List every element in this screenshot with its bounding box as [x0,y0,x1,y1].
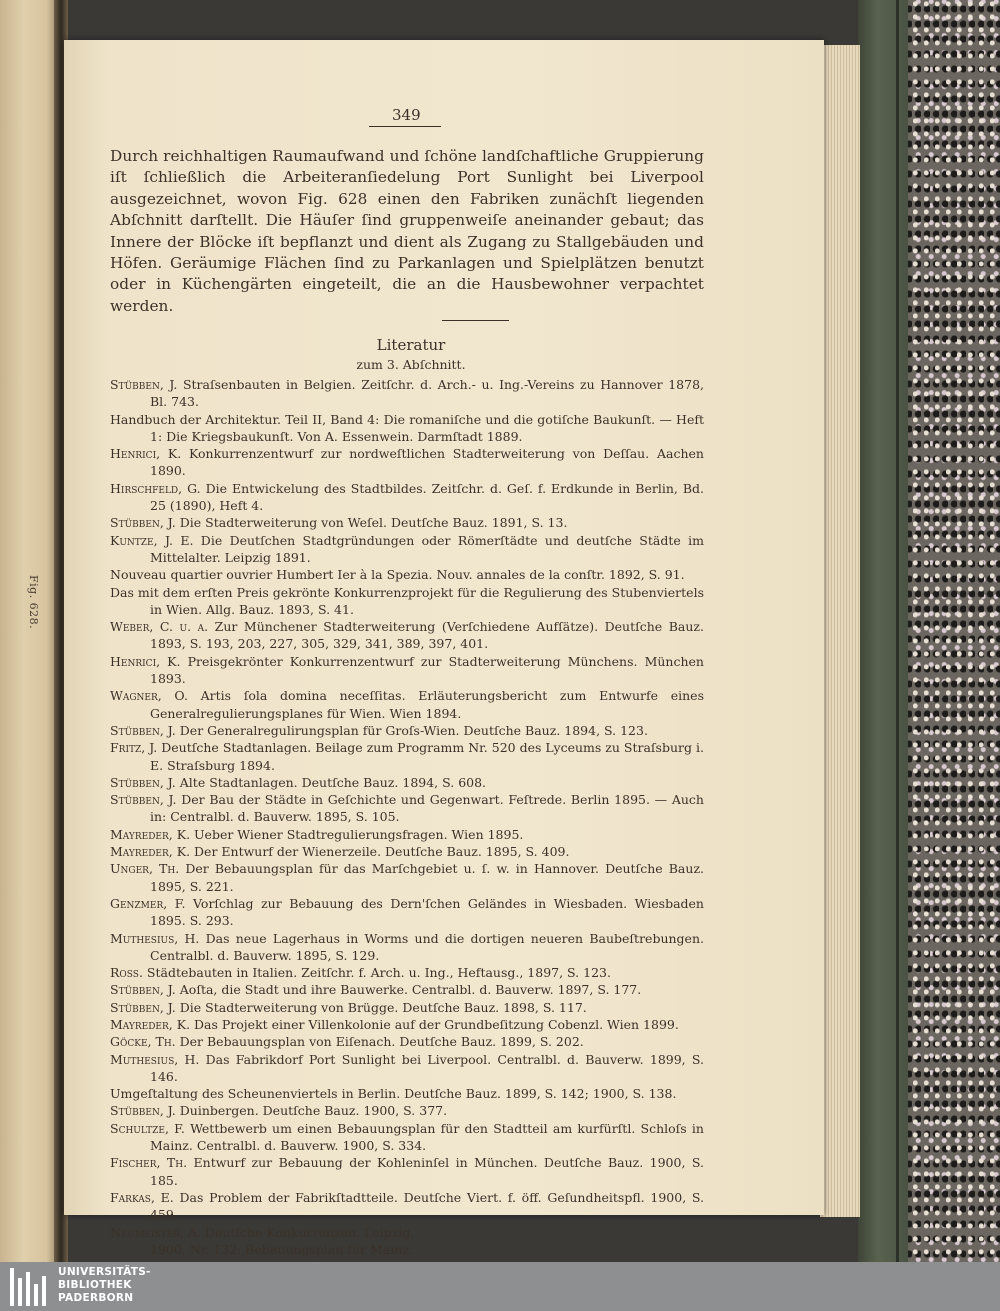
bibliography-entry [110,1085,704,1102]
entry-author: Genzmer, F. [110,895,186,911]
entry-author: Farkas, E. [110,1189,174,1205]
intro-paragraph: Durch reichhaltigen Raumaufwand und ſchöne landſchaftliche Gruppierung iſt ſchließlich die Arbeiteranſiedelung Port Sunlight bei Liverpool ausgezeichnet, wovon Fig. 628 einen den Fabriken zunächſt liegenden Abſchnitt darſtellt. Die Häuſer ſind gruppenweiſe aneinander gebaut; das Innere der Blöcke iſt bepflanzt und dient als Zugang zu Stallgebäuden und Höfen. Geräumige Flächen ſind zu Parkanlagen und Spielplätzen benutzt oder in Küchengärten eingeteilt, die an die Hausbewohner verpachtet werden. [110,147,704,315]
library-footer [0,1262,1000,1311]
bibliography-entry [110,1224,704,1241]
library-name [58,1266,151,1305]
bibliography-entry [110,687,704,722]
section-rule [442,320,509,321]
entry-text: Der Bau der Städte in Geſchichte und Gegenwart. Feſtrede. Berlin 1895. — Auch in: Centralbl. d. Bauverw. 1895, S. 105. [150,792,704,825]
entry-author: Weber, C. u. a. [110,619,209,635]
literatur-heading: Literatur [376,336,446,354]
entry-text: Konkurrenzentwurf zur nordweſtlichen Stadterweiterung von Deſſau. Aachen 1890. [150,446,704,479]
entry-text: Der Entwurf der Wienerzeile. Deutſche Bauz. 1895, S. 409. [190,844,570,860]
entry-author: Kuntze, J. E. [110,532,194,548]
bibliography-entry [110,1120,704,1155]
bibliography-entry [110,1189,704,1224]
entry-author: Muthesius, H. [110,930,200,946]
entry-text: Das Fabrikdorf Port Sunlight bei Liverpool. Centralbl. d. Bauverw. 1899, S. 146. [150,1051,704,1084]
library-name-line3: PADERBORN [58,1292,134,1304]
entry-text: Wettbewerb um einen Bebauungsplan für den Stadtteil am kurfürſtl. Schloſs in Mainz. Centralbl. d. Bauverw. 1900, S. 334. [150,1120,704,1154]
entry-text: Der Bebauungsplan für das Marſchgebiet u. ſ. w. in Hannover. Deutſche Bauz. 1895, S. 221. [150,861,704,894]
entry-author: Fischer, Th. [110,1155,188,1171]
entry-text: Vorſchlag zur Bebauung des Dern'ſchen Geländes in Wiesbaden. Wiesbaden 1895. S. 293. [150,895,704,929]
entry-text: Ueber Wiener Stadtregulierungsfragen. Wien 1895. [190,826,524,842]
entry-author: Mayreder, K. [110,826,191,842]
bibliography-entry [110,895,704,930]
entry-text: Deutſche Konkurrenzen. Leipzig. [200,1224,415,1240]
side-note-fig: Fig. 628. [27,575,40,630]
entry-author: Stübben, J. [110,377,178,392]
entry-text: Das Problem der Fabrikſtadtteile. Deutſche Viert. f. öff. Geſundheitspfl. 1900, S. 459. [150,1189,704,1223]
bibliography-entry [110,826,704,843]
entry-text: Alte Stadtanlagen. Deutſche Bauz. 1894, S. 608. [175,774,487,790]
bibliography-entry [110,1154,704,1189]
entry-author: Wagner, O. [110,688,188,704]
entry-text: Artis ſola domina neceſſitas. Erläuterungsbericht zum Entwurfe eines Generalregulierungsplanes für Wien. Wien 1894. [150,688,704,721]
book-spine [858,0,908,1262]
entry-author: Mayreder, K. [110,844,191,860]
entry-author: Mayreder, K. [110,1016,191,1032]
entry-text: Straſsenbauten in Belgien. Zeitſchr. d. Arch.- u. Ing.-Vereins zu Hannover 1878, Bl. 743. [150,377,704,410]
entry-author: Stübben, J. [110,792,177,808]
bibliography-entry [110,843,704,860]
bibliography-entry [110,480,704,515]
entry-author: Neumeister, A. [110,1224,201,1240]
entry-text: 1900, Nr. 132: Bebauungsplan für Mainz. [150,1241,413,1257]
bibliography-entry [110,964,704,981]
book-page [64,40,824,1257]
entry-text: Das Projekt einer Villenkolonie auf der Grundbeſitzung Cobenzl. Wien 1899. [190,1016,679,1032]
bibliography-entry [110,722,704,739]
entry-text: Deutſche Stadtanlagen. Beilage zum Programm Nr. 520 des Lyceums zu Straſsburg i. E. Straſsburg 1894. [150,740,704,773]
entry-author: Henrici, K. [110,446,182,462]
bibliography-entry [110,1051,704,1086]
bibliography-entry [110,981,704,998]
library-name-line1: UNIVERSITÄTS- [58,1266,151,1278]
entry-text: Der Bebauungsplan von Eiſenach. Deutſche Bauz. 1899, S. 202. [175,1034,584,1050]
page-number: 349 [392,106,421,124]
entry-text: Die Entwickelung des Stadtbildes. Zeitſchr. d. Geſ. f. Erdkunde in Berlin, Bd. 25 (1890), Heft 4. [150,480,704,514]
page-stack-edge [820,45,860,1217]
entry-author: Stübben, J. [110,515,176,531]
entry-author: Stübben, J. [110,999,176,1015]
bibliography-list [110,376,704,1310]
entry-text: Aoſta, die Stadt und ihre Bauwerke. Centralbl. d. Bauverw. 1897, S. 177. [175,982,642,998]
entry-author: Ross. [110,965,143,981]
entry-text: Die Deutſchen Stadtgründungen oder Römerſtädte und deutſche Städte im Mittelalter. Leipzig 1891. [150,532,704,565]
spine-line [896,0,899,1262]
bibliography-entry [110,999,704,1016]
entry-text: Duinbergen. Deutſche Bauz. 1900, S. 377. [175,1103,448,1119]
bibliography-entry [110,584,704,619]
entry-author: Stübben, J. [110,774,176,790]
entry-text: Entwurf zur Bebauung der Kohleninſel in München. Deutſche Bauz. 1900, S. 185. [150,1155,704,1188]
bibliography-entry [110,445,704,480]
bibliography-entry [110,411,704,446]
bibliography-entry [110,653,704,688]
bibliography-entry [110,774,704,791]
bibliography-entry [110,1102,704,1119]
entry-text: Nouveau quartier ouvrier Humbert Ier à la Spezia. Nouv. annales de la conſtr. 1892, S. 91. [110,567,685,583]
bibliography-entry [110,1033,704,1050]
library-name-line2: BIBLIOTHEK [58,1279,132,1291]
entry-text: Handbuch der Architektur. Teil II, Band 4: Die romaniſche und die gotiſche Baukunſt. — Heft 1: Die Kriegsbaukunſt. Von A. Essenwein. Darmſtadt 1889. [110,411,704,444]
bibliography-entry [110,1241,704,1258]
bibliography-entry [110,739,704,774]
entry-text: Die Stadterweiterung von Weſel. Deutſche Bauz. 1891, S. 13. [175,515,568,531]
literatur-subheading: zum 3. Abſchnitt. [356,357,466,372]
bibliography-entry [110,618,704,653]
entry-text: Das mit dem erſten Preis gekrönte Konkurrenzprojekt für die Regulierung des Stubenviertels in Wien. Allg. Bauz. 1893, S. 41. [110,584,704,617]
bibliography-entry [110,860,704,895]
entry-text: Zur Münchener Stadterweiterung (Verſchiedene Aufſätze). Deutſche Bauz. 1893, S. 193, 203, 227, 305, 329, 341, 389, 397, 401. [150,619,704,652]
entry-author: Stübben, J. [110,1103,176,1119]
entry-author: Stübben, J. [110,722,176,738]
bibliography-entry [110,791,704,826]
bibliography-entry [110,376,704,411]
entry-author: Henrici, K. [110,653,181,669]
bibliography-entry [110,532,704,567]
page-number-rule [369,126,441,127]
entry-text: Der Generalregulirungsplan für Groſs-Wien. Deutſche Bauz. 1894, S. 123. [175,722,648,738]
bibliography-entry [110,930,704,965]
entry-author: Göcke, Th. [110,1034,176,1050]
entry-text: Umgeſtaltung des Scheunenviertels in Berlin. Deutſche Bauz. 1899, S. 142; 1900, S. 138. [110,1086,677,1102]
entry-author: Fritz, J. [110,740,158,756]
entry-text: Städtebauten in Italien. Zeitſchr. f. Arch. u. Ing., Heftausg., 1897, S. 123. [142,965,611,981]
entry-author: Stübben, J. [110,982,176,998]
entry-text: Preisgekrönter Konkurrenzentwurf zur Stadterweiterung Münchens. München 1893. [150,653,704,687]
entry-text: Das neue Lagerhaus in Worms und die dortigen neueren Baubeſtrebungen. Centralbl. d. Bauverw. 1895, S. 129. [150,930,704,963]
bibliography-entry [110,1016,704,1033]
library-logo-icon [10,1268,50,1306]
bibliography-entry [110,514,704,531]
entry-text: Die Stadterweiterung von Brügge. Deutſche Bauz. 1898, S. 117. [175,999,587,1015]
entry-author: Schultze, F. [110,1120,185,1136]
entry-author: Hirschfeld, G. [110,480,201,496]
bibliography-entry [110,566,704,583]
entry-author: Unger, Th. [110,861,180,877]
entry-author: Muthesius, H. [110,1051,200,1067]
